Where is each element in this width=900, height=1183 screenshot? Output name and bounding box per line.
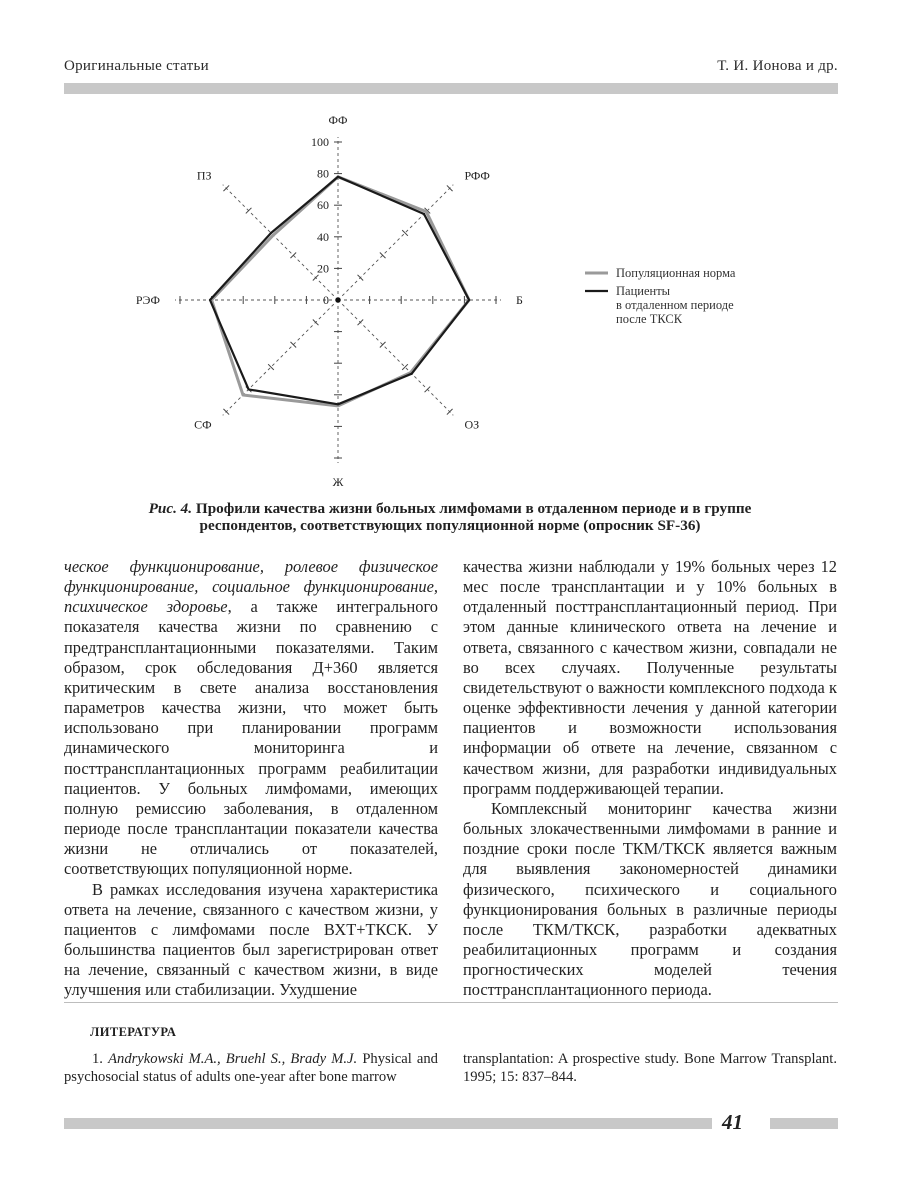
axis-tick-7-80 <box>246 208 252 214</box>
legend-label-1-1: в отдаленном периоде <box>616 298 734 312</box>
reference-1-authors: Andrykowski M.A., Bruehl S., Brady M.J. <box>108 1051 358 1067</box>
tick-label-100: 100 <box>311 135 329 149</box>
body-column-left <box>64 557 438 1000</box>
axis-label-6: РЭФ <box>135 293 160 307</box>
legend-label-1-0: Пациенты <box>616 284 671 298</box>
footer-bar-left <box>64 1118 712 1129</box>
axis-label-4: Ж <box>332 475 344 489</box>
right-paragraph-2: Комплексный мониторинг качества жизни больных злокачественными лимфомами в ранние и поздние сроки после ТКМ/ТКСК является важным для выявления закономерностей динамики физического, психического и социального функционирования больных в различные периоды после ТКМ/ТКСК, разработки адекватных реабилитационных программ и создания прогностических моделей течения посттрансплантационного периода. <box>463 798 837 1000</box>
tick-label-80: 80 <box>317 166 329 181</box>
caption-label: Рис. 4. <box>148 500 193 517</box>
footer-bar-right <box>770 1118 838 1129</box>
left-paragraph-1-italic: ческое функционирование, ролевое физическое функционирование, социальное функционирование, психическое здоровье <box>64 557 438 617</box>
references-heading: ЛИТЕРАТУРА <box>90 1025 177 1039</box>
series-1-point-7 <box>270 232 272 234</box>
series-1-point-5 <box>248 388 250 390</box>
series-1-point-2 <box>468 299 470 301</box>
center-point <box>335 297 340 302</box>
tick-label-40: 40 <box>317 229 329 244</box>
caption-text-line2: респондентов, соответствующих популяционной норме (опросник SF-36) <box>199 517 701 534</box>
series-1-point-0 <box>337 176 339 178</box>
running-header-authors: Т. И. Ионова и др. <box>717 58 838 74</box>
legend-label-1-2: после ТКСК <box>616 312 683 326</box>
caption-text-line1: Профили качества жизни больных лимфомами в отдаленном периоде и в группе <box>195 500 752 517</box>
left-paragraph-2: В рамках исследования изучена характеристика ответа на лечение, связанного с качеством жизни, у пациентов с лимфомами после ВХТ+ТКСК. У большинства пациентов был зарегистрирован ответ на лечение, связанный с качеством жизни, в виде улучшения или стабилизации. Ухудшение <box>64 879 438 1000</box>
series-0-point-7 <box>272 234 274 236</box>
axis-tick-3-80 <box>425 387 431 393</box>
axis-label-1: РФФ <box>464 168 490 183</box>
axis-tick-3-100 <box>447 409 453 415</box>
figure-caption <box>70 500 830 534</box>
reference-1-part1 <box>64 1050 438 1086</box>
references-divider <box>64 1002 838 1003</box>
body-column-right <box>463 557 837 1000</box>
tick-label-20: 20 <box>317 261 329 276</box>
axis-label-5: СФ <box>194 417 212 432</box>
left-paragraph-1: , а также интегрального показателя качества жизни по сравнению с предтрансплантационными показателями. Таким образом, срок обследования Д+360 является критическим в свете анализа восстановления параметров качества жизни, что может быть использовано при планировании программ динамического мониторинга и посттрансплантационных программ реабилитации пациентов. У больных лимфомами, имеющих полную ремиссию заболевания, в отдаленном периоде после трансплантации показатели качества жизни не отличались от показателей, соответствующих популяционной норме. <box>64 597 438 879</box>
axis-label-3: ОЗ <box>464 417 480 432</box>
page-number: 41 <box>722 1110 743 1134</box>
series-1-point-4 <box>337 403 339 405</box>
series-polygon-0 <box>212 177 470 406</box>
axis-tick-7-100 <box>223 185 229 191</box>
axis-label-0: ФФ <box>328 113 348 127</box>
series-0-point-5 <box>242 394 244 396</box>
right-paragraph-1: качества жизни наблюдали у 19% больных через 12 мес после трансплантации и у 10% больных в отдаленный посттрансплантационный период. При этом данные клинического ответа на лечение и ответа, связанного с качеством жизни, совпадали не во всех случаях. Полученные результаты свидетельствуют о важности комплексного подхода к оценке эффективности лечения у данной категории пациентов и возможности использования информации об ответе на лечение, связанном с качеством жизни, для разработки индивидуальных программ поддерживающей терапии. <box>463 557 837 798</box>
series-1-point-6 <box>209 299 211 301</box>
reference-1-title-start: Physical and psychosocial status of adults one-year after bone marrow <box>64 1051 438 1085</box>
series-0-point-1 <box>425 211 427 213</box>
legend-label-0-0: Популяционная норма <box>616 266 736 280</box>
reference-1-number: 1. <box>92 1051 103 1067</box>
radar-chart <box>0 0 900 495</box>
tick-label-60: 60 <box>317 198 329 213</box>
reference-1-part2: transplantation: A prospective study. Bone Marrow Transplant. 1995; 15: 837–844. <box>463 1051 837 1085</box>
series-1-point-3 <box>411 373 413 375</box>
series-1-point-1 <box>423 213 425 215</box>
tick-label-0: 0 <box>323 293 329 307</box>
chart-legend <box>585 266 736 326</box>
axis-tick-7-20 <box>313 275 319 281</box>
radar-axes <box>136 113 523 489</box>
running-header-section: Оригинальные статьи <box>64 58 209 74</box>
axis-label-7: ПЗ <box>196 168 212 183</box>
axis-label-2: Б <box>516 293 523 307</box>
axis-tick-3-20 <box>358 320 364 326</box>
